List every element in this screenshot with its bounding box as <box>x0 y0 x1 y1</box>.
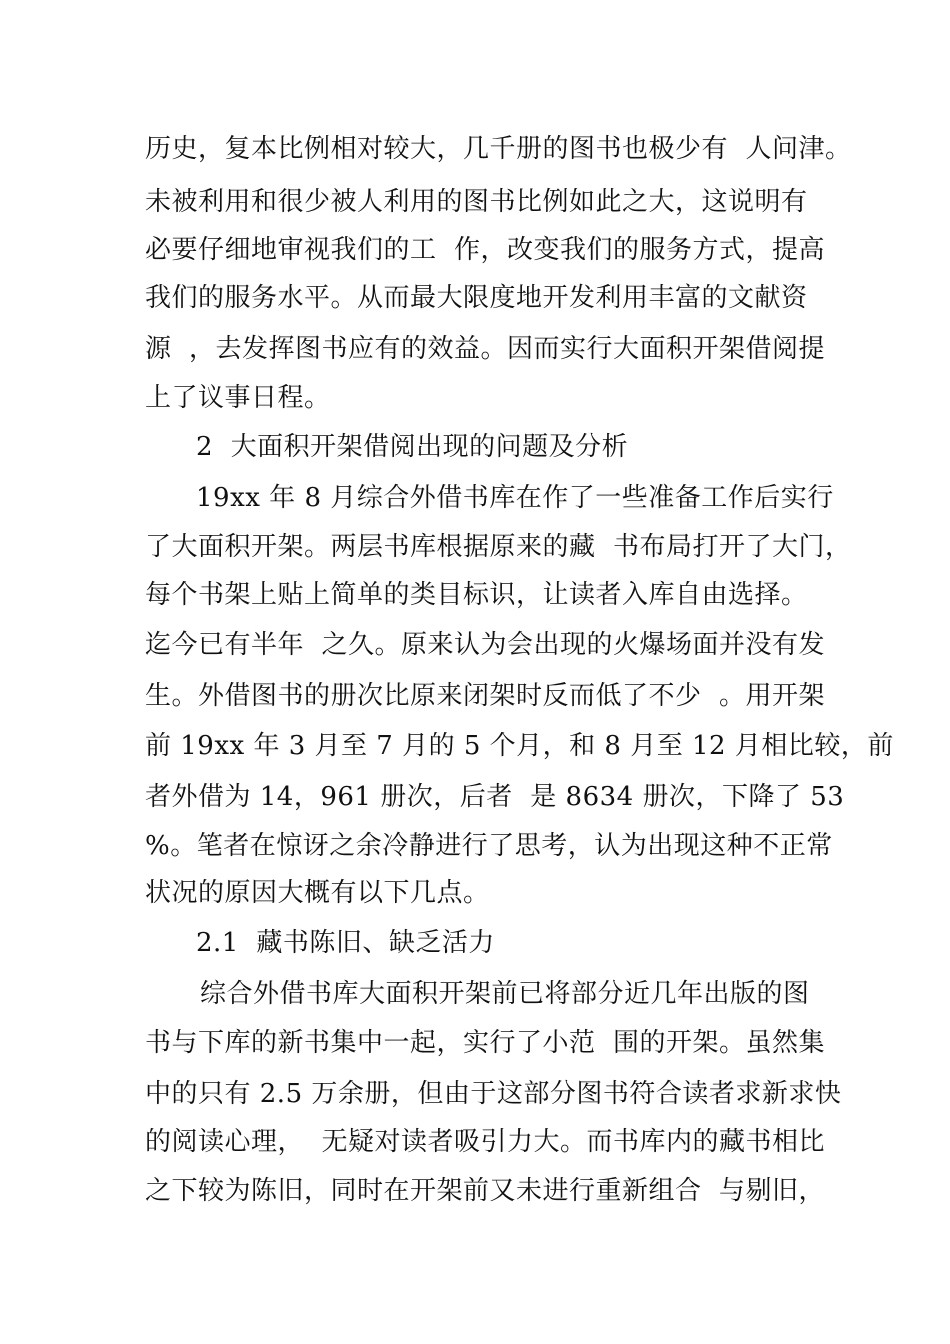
text-line: 迄今已有半年 之久。原来认为会出现的火爆场面并没有发 <box>145 630 826 660</box>
text-line: 了大面积开架。两层书库根据原来的藏 书布局打开了大门， <box>145 532 852 562</box>
text-line: 之下较为陈旧，同时在开架前又未进行重新组合 与剔旧， <box>145 1176 826 1206</box>
text-line: 我们的服务水平。从而最大限度地开发利用丰富的文献资 <box>145 283 808 313</box>
text-line: 必要仔细地审视我们的工 作，改变我们的服务方式，提高 <box>145 235 826 265</box>
text-line: 上了议事日程。 <box>145 383 331 413</box>
text-line: 前 19xx 年 3 月至 7 月的 5 个月，和 8 月至 12 月相比较，前 <box>145 731 894 761</box>
text-line: 历史，复本比例相对较大，几千册的图书也极少有 人问津。 <box>145 134 852 164</box>
text-line: %。笔者在惊讶之余冷静进行了思考，认为出现这种不正常 <box>145 831 833 861</box>
text-line: 生。外借图书的册次比原来闭架时反而低了不少 。用开架 <box>145 681 826 711</box>
text-line: 者外借为 14，961 册次，后者 是 8634 册次，下降了 53 <box>145 782 845 812</box>
text-line: 每个书架上贴上简单的类目标识，让读者入库自由选择。 <box>145 580 808 610</box>
text-line: 未被利用和很少被人利用的图书比例如此之大，这说明有 <box>145 187 808 217</box>
section-heading: 2 大面积开架借阅出现的问题及分析 <box>196 432 629 462</box>
text-line: 书与下库的新书集中一起，实行了小范 围的开架。虽然集 <box>145 1028 826 1058</box>
text-line: 状况的原因大概有以下几点。 <box>145 878 490 908</box>
text-line: 的阅读心理， 无疑对读者吸引力大。而书库内的藏书相比 <box>145 1127 826 1157</box>
subsection-heading: 2.1 藏书陈旧、缺乏活力 <box>196 928 495 958</box>
text-line: 19xx 年 8 月综合外借书库在作了一些准备工作后实行 <box>196 483 834 513</box>
text-line: 中的只有 2.5 万余册，但由于这部分图书符合读者求新求快 <box>145 1079 842 1109</box>
text-line: 综合外借书库大面积开架前已将部分近几年出版的图 <box>200 979 810 1009</box>
text-line: 源 ，去发挥图书应有的效益。因而实行大面积开架借阅提 <box>145 334 826 364</box>
